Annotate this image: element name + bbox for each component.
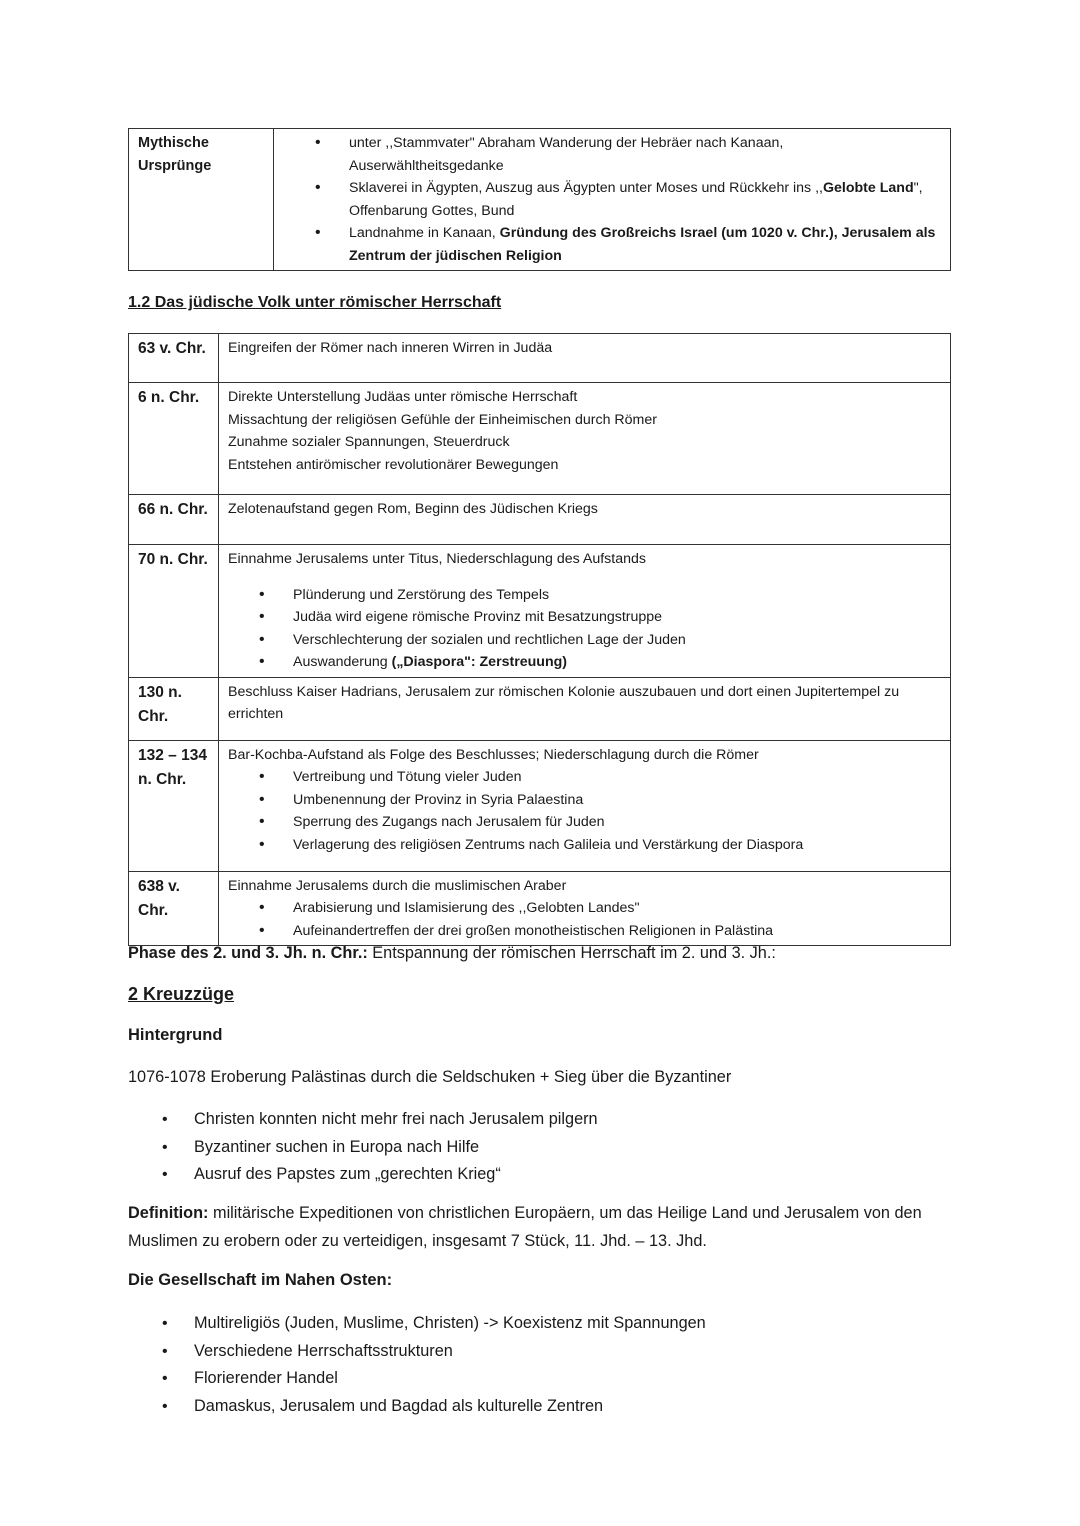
item-bold: Gelobte Land — [822, 180, 914, 196]
phase-text: Entspannung der römischen Herrschaft im 2. und 3. Jh.: — [367, 944, 776, 962]
phase-paragraph — [128, 940, 958, 968]
table-row — [129, 495, 951, 545]
list-item: • Florierender Handel — [194, 1365, 958, 1393]
list-item — [349, 177, 941, 222]
definition-text: militärische Expeditionen von christlichen Europäern, um das Heilige Land und Jerusalem von den Muslimen zu erobern oder zu verteidigen, insgesamt 7 Stück, 11. Jhd. – 13. Jhd. — [128, 1204, 922, 1250]
definition-paragraph — [128, 1200, 958, 1255]
item-text: Sklaverei in Ägypten, Auszug aus Ägypten unter Moses und Rückkehr ins ,, — [349, 180, 823, 196]
table-row — [129, 545, 951, 678]
list-item: • Byzantiner suchen in Europa nach Hilfe — [194, 1134, 958, 1162]
list-item: • Verlagerung des religiösen Zentrums nach Galileia und Verstärkung der Diaspora — [293, 834, 941, 857]
event-line: Missachtung der religiösen Gefühle der Einheimischen durch Römer — [228, 411, 657, 428]
list-item: • Sperrung des Zugangs nach Jerusalem für Juden — [293, 811, 941, 834]
item-bold: („Diaspora": Zerstreuung) — [391, 654, 568, 670]
background-list — [128, 1106, 958, 1189]
list-item: • Aufeinandertreffen der drei großen monotheistischen Religionen in Palästina — [293, 920, 941, 943]
subheading: Die Gesellschaft im Nahen Osten: — [128, 1271, 393, 1289]
event-line: Direkte Unterstellung Judäas unter römische Herrschaft — [228, 389, 578, 405]
table-row — [129, 129, 951, 271]
date-cell: 70 n. Chr. — [129, 545, 219, 678]
date-cell: 66 n. Chr. — [129, 495, 219, 545]
row-label: Mythische Ursprünge — [129, 129, 274, 271]
list-item: • Judäa wird eigene römische Provinz mit Besatzungstruppe — [293, 606, 941, 629]
list-item: • Damaskus, Jerusalem und Bagdad als kulturelle Zentren — [194, 1393, 958, 1421]
table-row — [129, 383, 951, 495]
list-item — [293, 651, 941, 674]
event-cell — [219, 677, 951, 740]
item-text: unter ,,Stammvater" Abraham Wanderung der Hebräer nach Kanaan, Auserwähltheitsgedanke — [349, 135, 784, 174]
subheading: Hintergrund — [128, 1026, 223, 1044]
timeline-table — [128, 333, 951, 946]
list-item: • Multireligiös (Juden, Muslime, Christen) -> Koexistenz mit Spannungen — [194, 1310, 958, 1338]
event-line: Einnahme Jerusalems unter Titus, Niederschlagung des Aufstands — [228, 551, 646, 567]
list-item: • Ausruf des Papstes zum „gerechten Krieg“ — [194, 1161, 958, 1189]
event-line: Zelotenaufstand gegen Rom, Beginn des Jüdischen Kriegs — [228, 501, 598, 517]
table-row — [129, 334, 951, 383]
item-text: Landnahme in Kanaan, — [349, 225, 500, 241]
list-item: • Plünderung und Zerstörung des Tempels — [293, 584, 941, 607]
event-cell — [219, 334, 951, 383]
table-row — [129, 871, 951, 946]
item-text: Auswanderung — [293, 654, 392, 670]
list-item: • Vertreibung und Tötung vieler Juden — [293, 766, 941, 789]
list-item — [349, 222, 941, 267]
background-line: 1076-1078 Eroberung Palästinas durch die Seldschuken + Sieg über die Byzantiner — [128, 1068, 732, 1086]
date-cell: 130 n. Chr. — [129, 677, 219, 740]
date-cell: 63 v. Chr. — [129, 334, 219, 383]
date-cell: 6 n. Chr. — [129, 383, 219, 495]
table-row — [129, 677, 951, 740]
list-item: • Christen konnten nicht mehr frei nach Jerusalem pilgern — [194, 1106, 958, 1134]
list-item: • Arabisierung und Islamisierung des ,,Gelobten Landes" — [293, 897, 941, 920]
event-line: Eingreifen der Römer nach inneren Wirren in Judäa — [228, 340, 553, 356]
date-cell: 132 – 134 n. Chr. — [129, 740, 219, 871]
list-item: • Verschlechterung der sozialen und rechtlichen Lage der Juden — [293, 629, 941, 652]
event-cell — [219, 871, 951, 946]
event-line: Zunahme sozialer Spannungen, Steuerdruck — [228, 434, 510, 450]
event-line: Entstehen antirömischer revolutionärer Bewegungen — [228, 456, 559, 473]
phase-label: Phase des 2. und 3. Jh. n. Chr.: — [128, 944, 368, 962]
date-cell: 638 v. Chr. — [129, 871, 219, 946]
table-row — [129, 740, 951, 871]
event-cell — [219, 545, 951, 678]
section-heading: 1.2 Das jüdische Volk unter römischer Herrschaft — [128, 294, 502, 311]
event-line: Beschluss Kaiser Hadrians, Jerusalem zur römischen Kolonie auszubauen und dort einen Jupitertempel zu errichten — [228, 683, 900, 722]
origins-table — [128, 128, 951, 271]
section-heading: 2 Kreuzzüge — [128, 984, 235, 1004]
item-text: ", Offenbarung Gottes, Bund — [349, 180, 923, 219]
item-bold: Gründung des Großreichs Israel (um 1020 v. Chr.), Jerusalem als Zentrum der jüdischen Religion — [349, 225, 936, 264]
event-cell — [219, 740, 951, 871]
list-item — [349, 132, 941, 177]
list-item: • Verschiedene Herrschaftsstrukturen — [194, 1338, 958, 1366]
event-cell — [219, 383, 951, 495]
event-cell — [219, 495, 951, 545]
society-list — [128, 1310, 958, 1420]
event-line: Bar-Kochba-Aufstand als Folge des Beschlusses; Niederschlagung durch die Römer — [228, 746, 759, 763]
event-line: Einnahme Jerusalems durch die muslimischen Araber — [228, 877, 567, 894]
definition-label: Definition: — [128, 1204, 209, 1222]
list-item: • Umbenennung der Provinz in Syria Palaestina — [293, 789, 941, 812]
